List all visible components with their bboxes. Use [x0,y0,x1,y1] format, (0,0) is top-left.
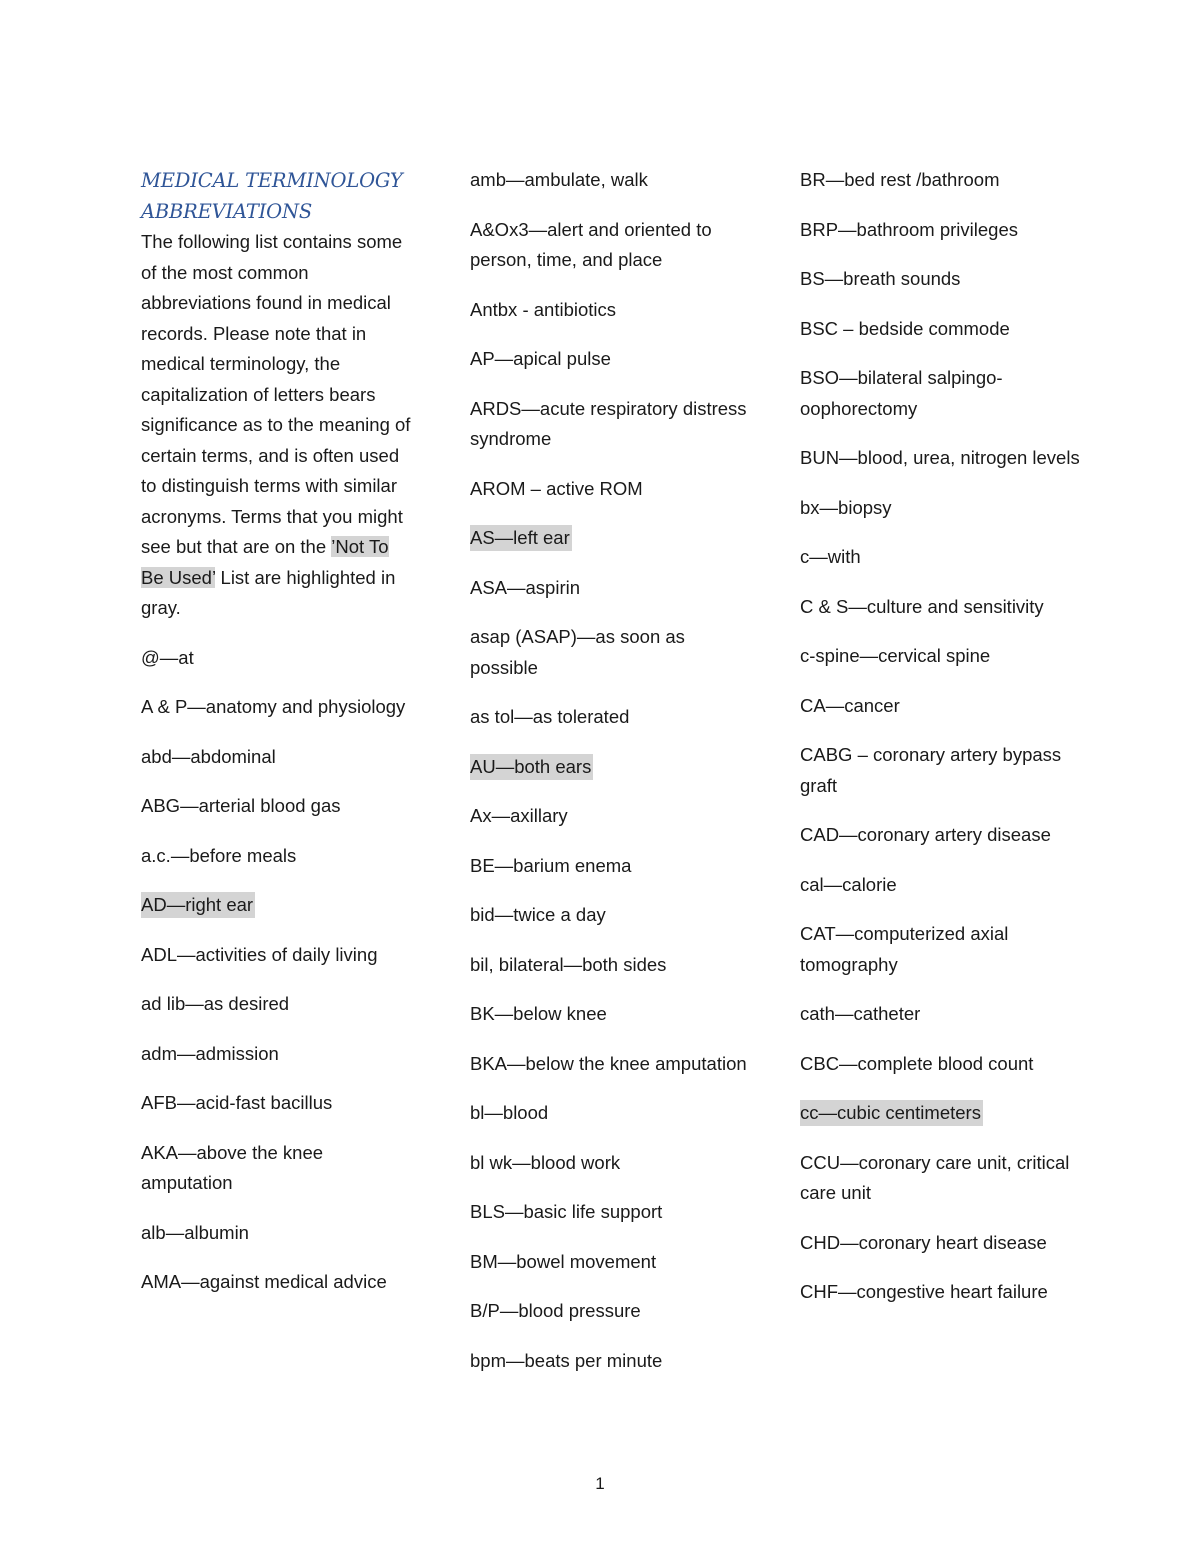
abbreviation-entry [141,841,411,872]
abbreviation-entry [470,999,750,1030]
abbreviation-entry [800,641,1090,672]
intro-text-end: List are highlighted in gray. [141,566,396,618]
abbreviation-entry [470,474,750,505]
intro-highlight: ’Not To Be Used’ [141,536,389,588]
abbreviation-text: as tol—as tolerated [470,706,630,727]
abbreviation-text: AROM – active ROM [470,477,643,499]
abbreviation-text: ad lib—as desired [141,993,290,1014]
abbreviation-entry [470,950,750,981]
abbreviation-entry [141,1218,411,1249]
abbreviation-text: AP—apical pulse [470,348,611,369]
abbreviation-entry [800,1148,1090,1209]
abbreviation-entry [470,165,750,196]
abbreviation-entry [470,1197,750,1228]
abbreviation-entry [800,1228,1090,1259]
abbreviation-entry-not-to-be-used [470,523,750,554]
abbreviation-text: cc—cubic centimeters [800,1100,983,1126]
abbreviation-entry-not-to-be-used [800,1098,1090,1129]
abbreviation-entry [800,999,1090,1030]
column-1 [141,165,411,1317]
abbreviation-text: cal—calorie [800,873,897,895]
abbreviation-entry [800,264,1090,295]
abbreviation-entry [470,394,750,455]
abbreviation-text: BSO—bilateral salpingo-oophorectomy [800,367,1003,419]
abbreviation-entry [800,314,1090,345]
intro-paragraph [141,227,411,624]
entries-column-2 [470,165,750,1376]
abbreviation-text: ASA—aspirin [470,576,581,598]
title-line-1: MEDICAL TERMINOLOGY [141,169,403,192]
abbreviation-entry [470,702,750,733]
abbreviation-text: c-spine—cervical spine [800,645,991,666]
abbreviation-entry [141,643,411,674]
abbreviation-text: BM—bowel movement [470,1250,657,1272]
abbreviation-entry-not-to-be-used [141,890,411,921]
abbreviation-text: CA—cancer [800,694,900,716]
column-2 [470,165,750,1395]
abbreviation-text: alb—albumin [141,1221,249,1243]
abbreviation-entry [141,1267,411,1298]
abbreviation-entry-not-to-be-used [470,752,750,783]
abbreviation-text: asap (ASAP)—as soon as possible [470,626,685,678]
abbreviation-text: cath—catheter [800,1003,921,1024]
abbreviation-entry [800,919,1090,980]
abbreviation-text: Antbx - antibiotics [470,298,617,320]
abbreviation-entry [800,592,1090,623]
abbreviation-text: AU—both ears [470,754,593,780]
abbreviation-text: @—at [141,646,194,668]
abbreviation-text: adm—admission [141,1042,279,1064]
abbreviation-text: CABG – coronary artery bypass graft [800,744,1062,796]
abbreviation-text: a.c.—before meals [141,844,297,866]
abbreviation-text: CCU—coronary care unit, critical care unit [800,1151,1070,1203]
abbreviation-text: CAD—coronary artery disease [800,824,1051,845]
abbreviation-entry [800,1277,1090,1308]
abbreviation-entry [800,165,1090,196]
abbreviation-text: BS—breath sounds [800,268,961,289]
abbreviation-entry [141,692,411,723]
abbreviation-text: BUN—blood, urea, nitrogen levels [800,447,1080,468]
abbreviation-text: CHF—congestive heart failure [800,1281,1048,1302]
document-title [141,165,411,227]
abbreviation-entry [470,1296,750,1327]
abbreviation-text: bl—blood [470,1102,549,1123]
title-line-2: ABBREVIATIONS [141,200,312,223]
abbreviation-text: Ax—axillary [470,805,568,826]
abbreviation-text: BKA—below the knee amputation [470,1052,747,1074]
abbreviation-text: bpm—beats per minute [470,1349,663,1371]
abbreviation-text: AD—right ear [141,892,255,918]
abbreviation-text: ABG—arterial blood gas [141,795,341,816]
abbreviation-text: ADL—activities of daily living [141,943,378,965]
abbreviation-entry [141,791,411,822]
abbreviation-text: CBC—complete blood count [800,1052,1034,1074]
abbreviation-entry [800,363,1090,424]
abbreviation-text: ARDS—acute respiratory distress syndrome [470,397,747,449]
abbreviation-text: BRP—bathroom privileges [800,218,1018,240]
intro-text: The following list contains some of the most common abbreviations found in medical records. Please note that in medical terminology, the capitalization of letters bears significance as to the meaning of certain terms, and is often used to distinguish terms with similar acronyms. Terms that you might see but that are on the [141,231,411,557]
abbreviation-text: bx—biopsy [800,496,892,518]
abbreviation-text: bid—twice a day [470,904,606,925]
abbreviation-text: AKA—above the knee amputation [141,1141,324,1193]
abbreviation-text: C & S—culture and sensitivity [800,595,1044,617]
abbreviation-entry [800,1049,1090,1080]
abbreviation-entry [470,851,750,882]
abbreviation-text: A & P—anatomy and physiology [141,696,406,717]
abbreviation-entry [470,900,750,931]
abbreviation-entry [800,820,1090,851]
abbreviation-text: CAT—computerized axial tomography [800,923,1009,975]
abbreviation-entry [470,1346,750,1377]
abbreviation-entry [470,573,750,604]
abbreviation-text: bl wk—blood work [470,1151,621,1173]
abbreviation-text: bil, bilateral—both sides [470,953,667,975]
abbreviation-entry [470,215,750,276]
abbreviation-text: A&Ox3—alert and oriented to person, time, and place [470,218,712,270]
abbreviation-entry [470,344,750,375]
abbreviation-text: amb—ambulate, walk [470,169,648,190]
abbreviation-entry [800,691,1090,722]
entries-column-3 [800,165,1090,1308]
column-3 [800,165,1090,1327]
abbreviation-text: BR—bed rest /bathroom [800,169,1000,190]
abbreviation-entry [141,1138,411,1199]
abbreviation-entry [470,1098,750,1129]
abbreviation-entry [470,801,750,832]
abbreviation-text: CHD—coronary heart disease [800,1231,1047,1253]
abbreviation-text: BSC – bedside commode [800,317,1010,339]
abbreviation-entry [470,295,750,326]
abbreviation-text: AMA—against medical advice [141,1271,387,1292]
abbreviation-text: B/P—blood pressure [470,1300,641,1321]
abbreviation-text: c—with [800,546,861,567]
abbreviation-entry [141,1039,411,1070]
abbreviation-entry [800,215,1090,246]
abbreviation-entry [470,622,750,683]
page-number: 1 [595,1474,605,1493]
abbreviation-text: AS—left ear [470,525,572,551]
abbreviation-entry [141,940,411,971]
abbreviation-text: BK—below knee [470,1003,607,1024]
abbreviation-entry [800,740,1090,801]
entries-column-1 [141,643,411,1298]
abbreviation-entry [800,493,1090,524]
abbreviation-entry [470,1148,750,1179]
abbreviation-text: BE—barium enema [470,854,632,876]
abbreviation-entry [141,1088,411,1119]
abbreviation-entry [141,742,411,773]
abbreviation-entry [141,989,411,1020]
abbreviation-entry [800,443,1090,474]
abbreviation-entry [800,870,1090,901]
abbreviation-entry [470,1247,750,1278]
abbreviation-text: AFB—acid-fast bacillus [141,1092,333,1113]
abbreviation-entry [800,542,1090,573]
abbreviation-text: abd—abdominal [141,745,276,767]
abbreviation-text: BLS—basic life support [470,1201,663,1222]
abbreviation-entry [470,1049,750,1080]
